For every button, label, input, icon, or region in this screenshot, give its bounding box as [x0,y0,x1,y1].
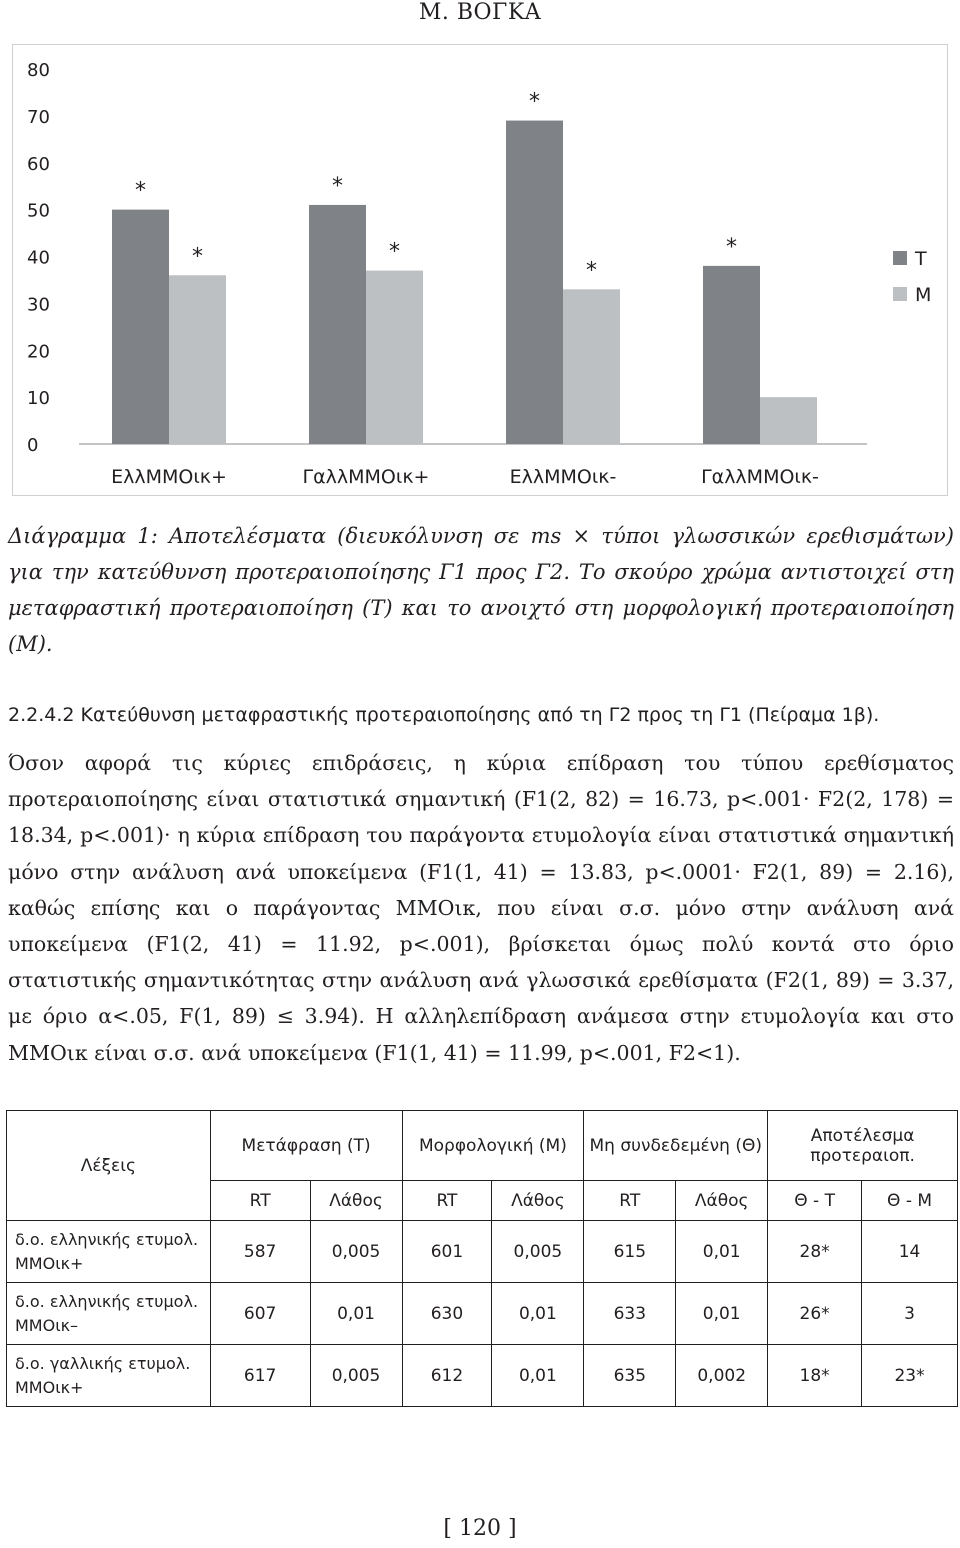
table-subheader: RT [584,1181,676,1221]
x-tick-label: ΓαλλΜΜΟικ+ [302,466,430,488]
table-header-priming-effect: Αποτέλεσμα προτεραιοπ. [768,1111,958,1181]
x-tick-label: ΓαλλΜΜΟικ- [701,466,819,488]
table-cell: 630 [402,1283,492,1345]
bar-t [506,121,563,444]
bar-chart [12,44,948,496]
table-subheader: RT [402,1181,492,1221]
y-tick-label: 80 [27,60,50,81]
table-cell: 0,005 [310,1345,402,1407]
legend-label: Τ [915,248,927,270]
y-tick-label: 0 [27,435,39,456]
chart-svg [13,45,947,495]
y-tick-label: 20 [27,341,50,363]
table-cell: 612 [402,1345,492,1407]
table-cell: 0,005 [492,1221,584,1283]
table-cell: 0,01 [310,1283,402,1345]
table-cell: 615 [584,1221,676,1283]
bar-m [563,289,620,444]
bar-t [112,210,169,444]
table-cell: 26* [768,1283,862,1345]
table-row [7,1283,958,1345]
table-cell: 0,002 [676,1345,768,1407]
results-table [6,1110,958,1407]
y-tick-label: 70 [27,106,50,128]
table-subheader: Θ - Τ [768,1181,862,1221]
page-number: [ 120 ] [443,1516,517,1541]
y-tick-label: 40 [27,247,50,269]
table-cell: 633 [584,1283,676,1345]
table-header-translation: Μετάφραση (Τ) [210,1111,402,1181]
table-row-label: δ.ο. ελληνικής ετυμολ. ΜΜΟικ+ [7,1221,211,1283]
table-row-label: δ.ο. γαλλικής ετυμολ. ΜΜΟικ+ [7,1345,211,1407]
table-cell: 601 [402,1221,492,1283]
bar-t [309,205,366,444]
bar-m [169,275,226,444]
running-head: Μ. ΒΟΓΚΑ [418,0,542,25]
x-tick-label: ΕλλΜΜΟικ+ [111,466,227,488]
y-tick-label: 10 [27,388,50,410]
legend-swatch [893,251,907,265]
table-cell: 23* [862,1345,958,1407]
legend-label: Μ [915,284,932,306]
section-heading: 2.2.4.2 Κατεύθυνση μεταφραστικής προτεραιοποίησης από τη Γ2 προς τη Γ1 (Πείραμα 1β). [8,704,880,726]
table-header-words: Λέξεις [7,1111,211,1221]
table-header-morphological: Μορφολογική (Μ) [402,1111,584,1181]
table-subheader: Λάθος [310,1181,402,1221]
table-subheader: Λάθος [492,1181,584,1221]
table-row [7,1345,958,1407]
significance-marker: * [726,234,737,260]
significance-marker: * [192,244,203,270]
table-row [7,1221,958,1283]
table-subheader: Θ - Μ [862,1181,958,1221]
table-cell: 18* [768,1345,862,1407]
table-cell: 587 [210,1221,310,1283]
table-cell: 0,01 [676,1221,768,1283]
significance-marker: * [586,258,597,284]
significance-marker: * [529,89,540,115]
significance-marker: * [332,173,343,199]
table-group-header-row [7,1111,958,1181]
table-cell: 0,01 [492,1345,584,1407]
table-cell: 0,005 [310,1221,402,1283]
figure-caption: Διάγραμμα 1: Αποτελέσματα (διευκόλυνση σε ms × τύποι γλωσσικών ερεθισμάτων) για την κατεύθυνση προτεραιοποίησης Γ1 προς Γ2. Το σκούρο χρώμα αντιστοιχεί στη μεταφραστική προτεραιοποίηση (Τ) και το ανοιχτό στη μορφολογική προτεραιοποίηση (Μ). [8,524,954,656]
body-paragraph: Όσον αφορά τις κύριες επιδράσεις, η κύρια επίδραση του τύπου ερεθίσματος προτεραιοποίησης είναι στατιστικά σημαντική (F1(2, 82) = 16.73, p<.001· F2(2, 178) = 18.34, p<.001)· η κύρια επίδραση του παράγοντα ετυμολογία είναι στατιστικά σημαντική μόνο στην ανάλυση ανά υποκείμενα (F1(1, 41) = 13.83, p<.0001· F2(1, 89) = 2.16), καθώς επίσης και ο παράγοντας ΜΜΟικ, που είναι σ.σ. μόνο στην ανάλυση ανά υποκείμενα (F1(2, 41) = 11.92, p<.001), βρίσκεται όμως πολύ κοντά στο όριο στατιστικής σημαντικότητας στην ανάλυση ανά γλωσσικά ερεθίσματα (F2(1, 89) = 3.37, με όριο α<.05, F(1, 89) ≤ 3.94). Η αλληλεπίδραση ανάμεσα στην ετυμολογία και στο ΜΜΟικ είναι σ.σ. ανά υποκείμενα (F1(1, 41) = 11.99, p<.001, F2<1). [8,751,954,1065]
table-cell: 0,01 [676,1283,768,1345]
y-tick-label: 60 [27,153,50,175]
table-subheader: Λάθος [676,1181,768,1221]
table-header-unrelated: Μη συνδεδεμένη (Θ) [584,1111,768,1181]
table-cell: 607 [210,1283,310,1345]
bar-t [703,266,760,444]
table-cell: 14 [862,1221,958,1283]
table-cell: 617 [210,1345,310,1407]
table-cell: 3 [862,1283,958,1345]
bar-m [366,271,423,444]
table-subheader: RT [210,1181,310,1221]
table-cell: 0,01 [492,1283,584,1345]
y-tick-label: 50 [27,200,50,222]
bar-m [760,397,817,444]
significance-marker: * [389,239,400,265]
x-tick-label: ΕλλΜΜΟικ- [509,466,617,488]
legend-swatch [893,287,907,301]
y-tick-label: 30 [27,294,50,316]
table-cell: 28* [768,1221,862,1283]
table-cell: 635 [584,1345,676,1407]
significance-marker: * [135,178,146,204]
table-row-label: δ.ο. ελληνικής ετυμολ. ΜΜΟικ– [7,1283,211,1345]
